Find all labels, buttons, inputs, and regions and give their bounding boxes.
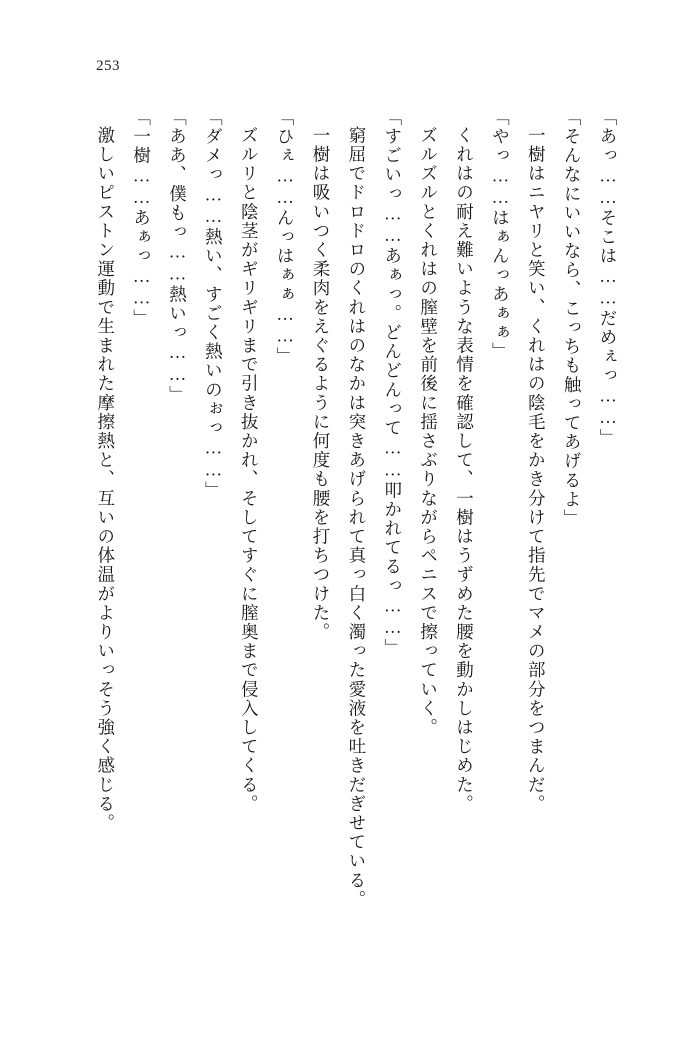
paragraph: 窮屈でドロドロのくれはのなかは突きあげられて真っ白く濁った愛液を吐きだぎせている。 <box>346 125 367 909</box>
paragraph: 一樹はニヤリと笑い、くれはの陰毛をかき分けて指先でマメの部分をつまんだ。 <box>526 125 547 814</box>
paragraph: くれはの耐え難いような表情を確認して、一樹はうずめた腰を動かしはじめた。 <box>454 125 475 814</box>
paragraph: 「あっ……そこは……だめぇっ……」 <box>598 108 618 448</box>
paragraph: ズルズルとくれはの膣壁を前後に揺さぶりながらペニスで擦っていく。 <box>418 125 439 737</box>
page-body-text <box>65 108 625 958</box>
paragraph: 一樹は吸いつく柔肉をえぐるように何度も腰を打ちつけた。 <box>311 125 331 642</box>
page-number: 253 <box>96 58 120 74</box>
paragraph: 「やっ……はぁんっあぁぁ」 <box>490 108 511 362</box>
paragraph: 「ダメっ……熱い、すごく熱いのぉっ……」 <box>203 108 224 500</box>
paragraph: 「そんなにいいなら、こっちも触ってあげるよ」 <box>562 108 583 529</box>
paragraph: 激しいピストン運動で生まれた摩擦熱と、互いの体温がよりいっそう強く感じる。 <box>95 125 116 833</box>
paragraph: 「ああ、僕もっ……熱いっ……」 <box>167 108 188 405</box>
paragraph: ズルリと陰茎がギリギリまで引き抜かれ、そしてすぐに膣奥まで侵入してくる。 <box>239 125 260 814</box>
paragraph: 「すごいっ……あぁっ。どんどんって……叩かれてるっ……」 <box>382 108 403 658</box>
paragraph: 「一樹……あぁっ……」 <box>131 108 152 329</box>
paragraph: 「ひぇ……んっはぁぁ……」 <box>275 108 296 367</box>
